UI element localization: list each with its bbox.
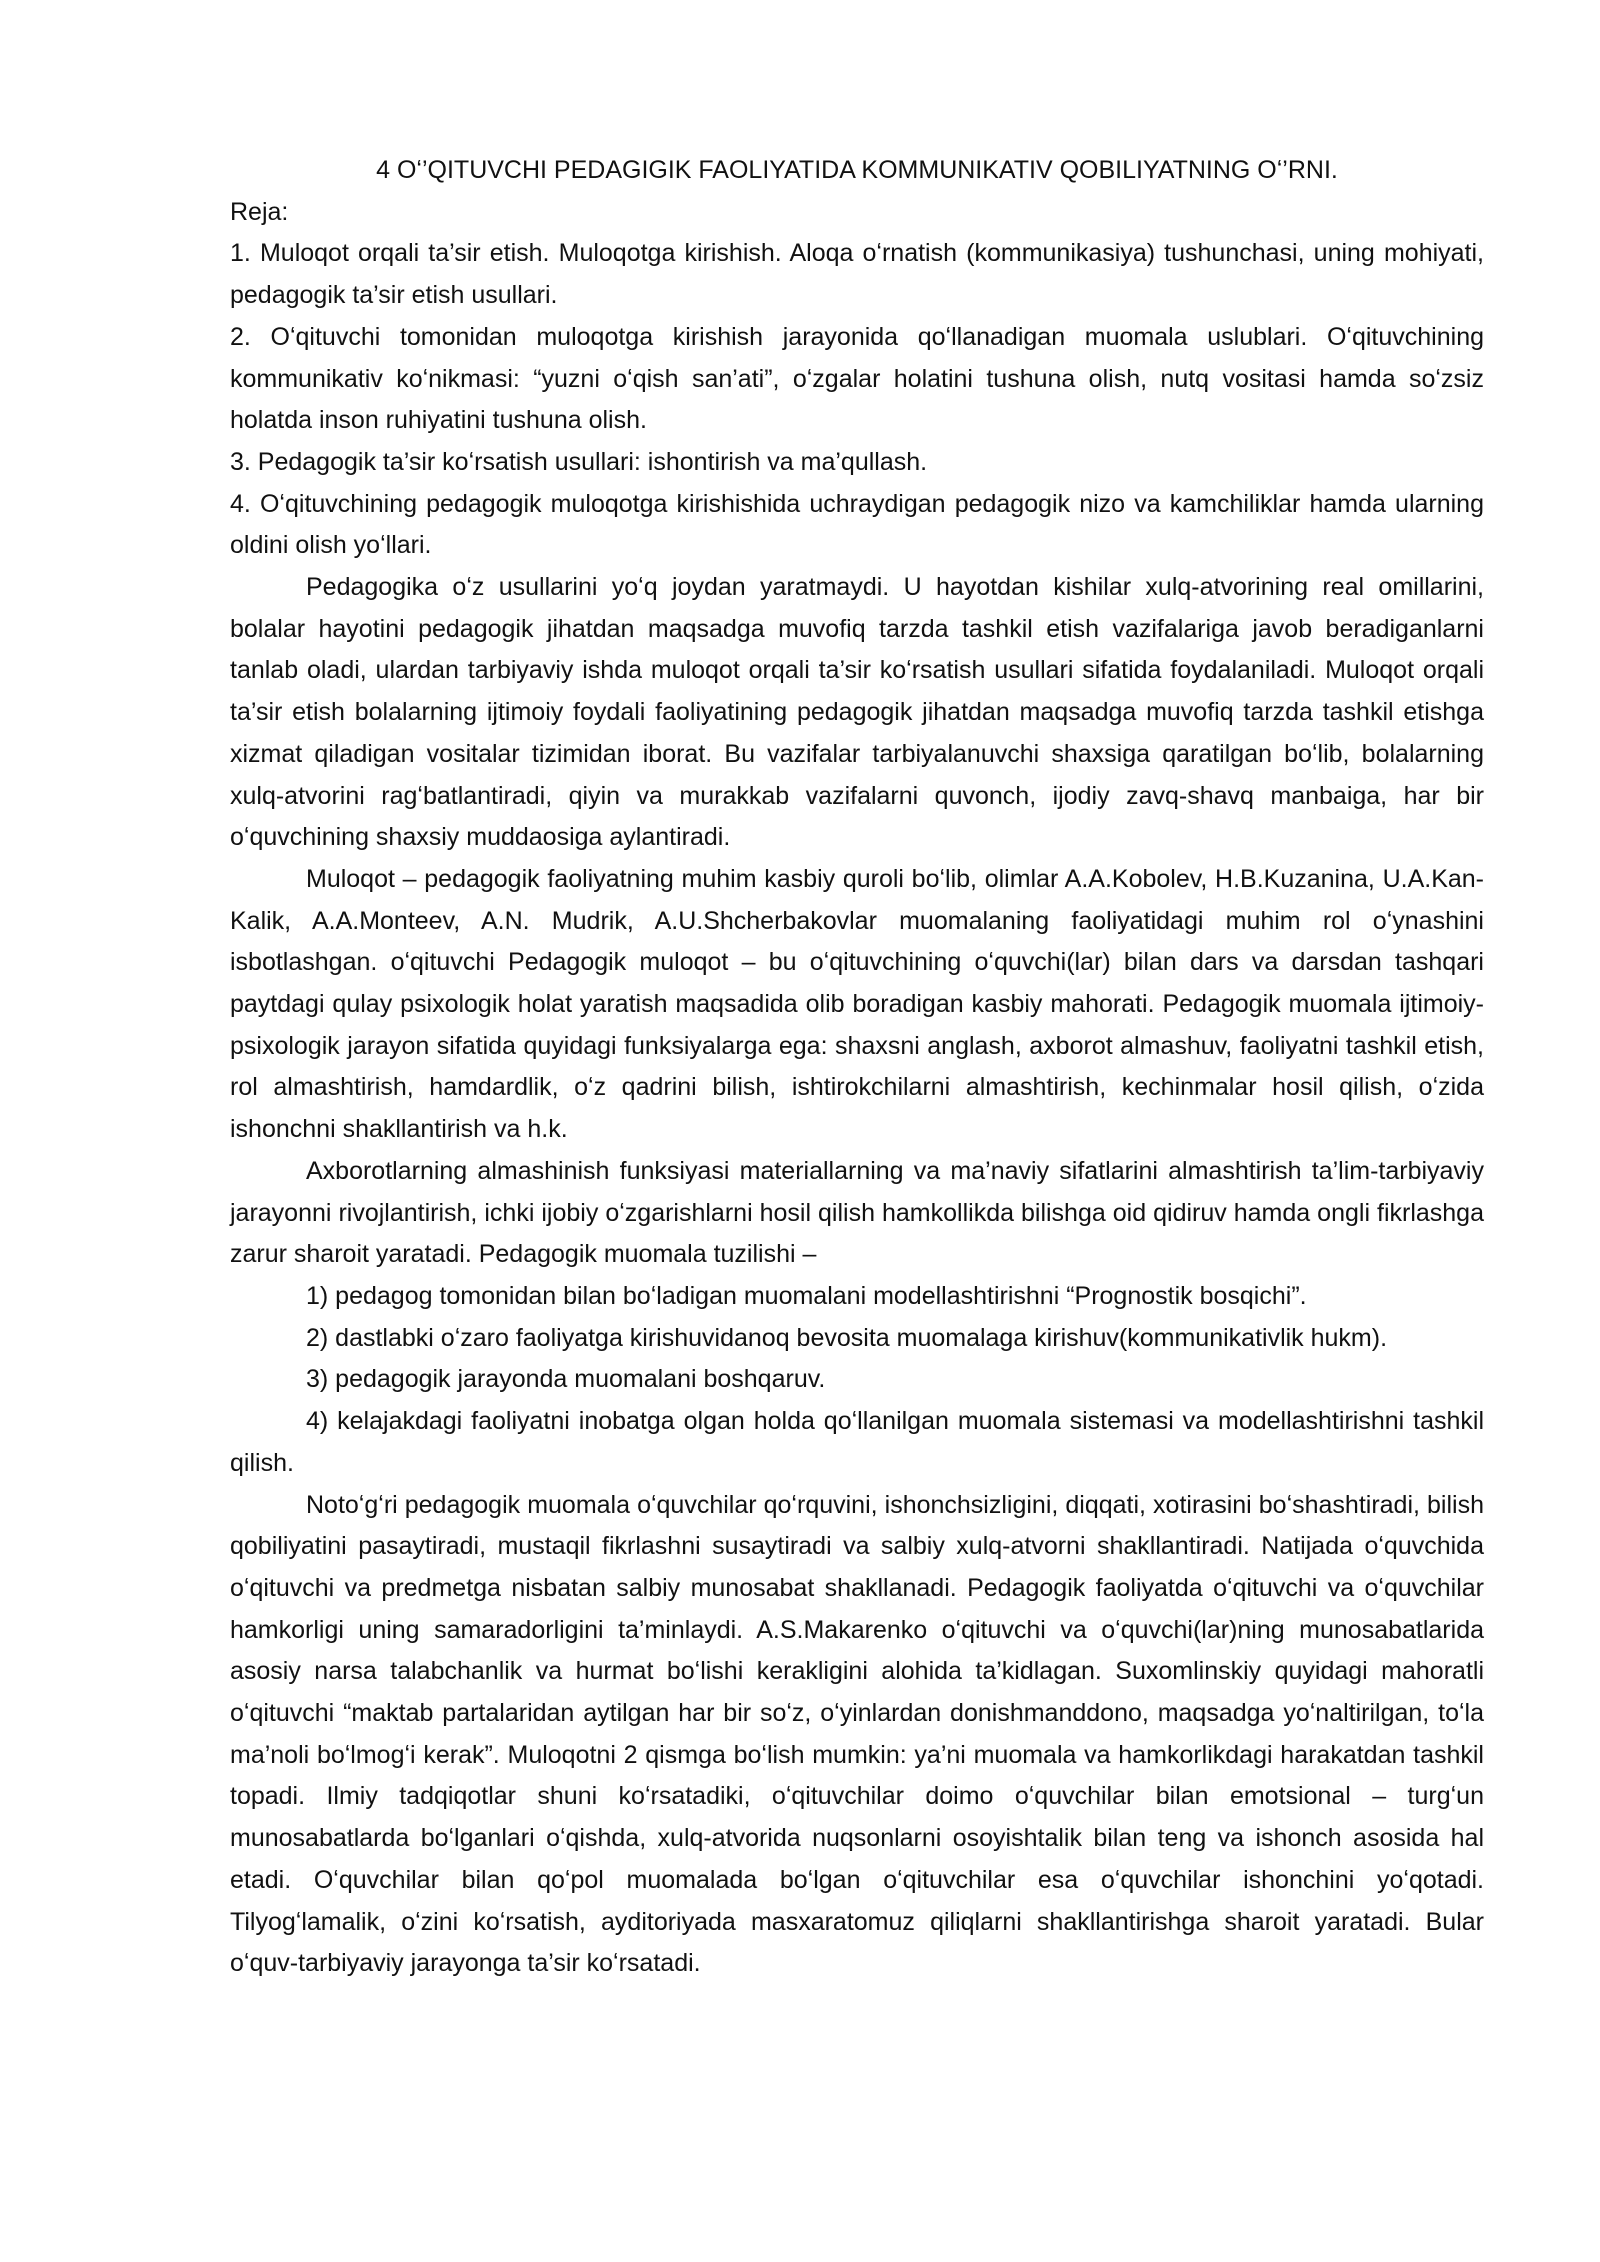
plan-item-3: 3. Pedagogik ta’sir koʻrsatish usullari: ishontirish va ma’qullash. xyxy=(230,447,928,476)
plan-item-2: 2. Oʻqituvchi tomonidan muloqotga kirishish jarayonida qoʻllanadigan muomala uslublari. Oʻqituvchining kommunikativ koʻnikmasi: “yuzni oʻqish san’ati”, oʻzgalar holatini tushuna olish, nutq vositasi hamda soʻzsiz holatda inson ruhiyatini tushuna olish. xyxy=(230,322,1484,435)
plan-label: Reja: xyxy=(230,197,289,226)
document-body xyxy=(230,150,1484,1985)
structure-step-2: 2) dastlabki oʻzaro faoliyatga kirishuvidanoq bevosita muomalaga kirishuv(kommunikativlik hukm). xyxy=(306,1323,1388,1352)
plan-item-4: 4. Oʻqituvchining pedagogik muloqotga kirishishida uchraydigan pedagogik nizo va kamchiliklar hamda ularning oldini olish yoʻllari. xyxy=(230,489,1484,560)
plan-item-1: 1. Muloqot orqali ta’sir etish. Muloqotga kirishish. Aloqa oʻrnatish (kommunikasiya) tushunchasi, uning mohiyati, pedagogik ta’sir etish usullari. xyxy=(230,239,1484,310)
structure-step-3: 3) pedagogik jarayonda muomalani boshqaruv. xyxy=(306,1365,826,1394)
paragraph-1: Pedagogika oʻz usullarini yoʻq joydan yaratmaydi. U hayotdan kishilar xulq-atvorining real omillarini, bolalar hayotini pedagogik jihatdan maqsadga muvofiq tarzda tashkil etish vazifalariga javob beradiganlarni tanlab oladi, ulardan tarbiyaviy ishda muloqot orqali ta’sir koʻrsatish usullari sifatida foydalaniladi. Muloqot orqali ta’sir etish bolalarning ijtimoiy foydali faoliyatining pedagogik jihatdan maqsadga muvofiq tarzda tashkil etishga xizmat qiladigan vositalar tizimidan iborat. Bu vazifalar tarbiyalanuvchi shaxsiga qaratilgan boʻlib, bolalarning xulq-atvorini ragʻbatlantiradi, qiyin va murakkab vazifalarni quvonch, ijodiy zavq-shavq manbaiga, har bir oʻquvchining shaxsiy muddaosiga aylantiradi. xyxy=(230,573,1484,852)
paragraph-2: Muloqot – pedagogik faoliyatning muhim kasbiy quroli boʻlib, olimlar A.A.Kobolev, H.B.Kuzanina, U.A.Kan-Kalik, A.A.Monteev, A.N. Mudrik, A.U.Shcherbakovlar muomalaning faoliyatidagi muhim rol oʻynashini isbotlashgan. oʻqituvchi Pedagogik muloqot – bu oʻqituvchining oʻquvchi(lar) bilan dars va darsdan tashqari paytdagi qulay psixologik holat yaratish maqsadida olib boradigan kasbiy mahorati. Pedagogik muomala ijtimoiy-psixologik jarayon sifatida quyidagi funksiyalarga ega: shaxsni anglash, axborot almashuv, faoliyatni tashkil etish, rol almashtirish, hamdardlik, oʻz qadrini bilish, ishtirokchilarni almashtirish, kechinmalar hosil qilish, oʻzida ishonchni shakllantirish va h.k. xyxy=(230,864,1484,1144)
structure-step-4: 4) kelajakdagi faoliyatni inobatga olgan holda qoʻllanilgan muomala sistemasi va modellashtirishni tashkil qilish. xyxy=(230,1407,1484,1477)
paragraph-4: Notoʻgʻri pedagogik muomala oʻquvchilar qoʻrquvini, ishonchsizligini, diqqati, xotirasini boʻshashtiradi, bilish qobiliyatini pasaytiradi, mustaqil fikrlashni susaytiradi va salbiy xulq-atvorni shakllantiradi. Natijada oʻquvchida oʻqituvchi va predmetga nisbatan salbiy munosabat shakllanadi. Pedagogik faoliyatda oʻqituvchi va oʻquvchilar hamkorligi uning samaradorligini ta’minlaydi. A.S.Makarenko oʻqituvchi va oʻquvchi(lar)ning munosabatlarida asosiy narsa talabchanlik va hurmat boʻlishi kerakligini alohida ta’kidlagan. Suxomlinskiy quyidagi mahoratli oʻqituvchi “maktab partalaridan aytilgan har bir soʻz, oʻyinlardan donishmanddono, maqsadga yoʻnaltirilgan, toʻla ma’noli boʻlmogʻi kerak”. Muloqotni 2 qismga boʻlish mumkin: ya’ni muomala va hamkorlikdagi harakatdan tashkil topadi. Ilmiy tadqiqotlar shuni koʻrsatadiki, oʻqituvchilar doimo oʻquvchilar bilan emotsional – turgʻun munosabatlarda boʻlganlari oʻqishda, xulq-atvorida nuqsonlarni osoyishtalik bilan teng va ishonch asosida hal etadi. Oʻquvchilar bilan qoʻpol muomalada boʻlgan oʻqituvchilar esa oʻquvchilar ishonchini yoʻqotadi. Tilyogʻlamalik, oʻzini koʻrsatish, ayditoriyada masxaratomuz qiliqlarni shakllantirishga sharoit yaratadi. Bular oʻquv-tarbiyaviy jarayonga ta’sir koʻrsatadi. xyxy=(230,1490,1484,1978)
document-title: 4 Oʻ’QITUVCHI PEDAGIGIK FAOLIYATIDA KOMMUNIKATIV QOBILIYATNING Oʻ’RNI. xyxy=(376,156,1338,184)
paragraph-3: Axborotlarning almashinish funksiyasi materiallarning va ma’naviy sifatlarini almashtirish ta’lim-tarbiyaviy jarayonni rivojlantirish, ichki ijobiy oʻzgarishlarni hosil qilish hamkollikda bilishga oid qidiruv hamda ongli fikrlashga zarur sharoit yaratadi. Pedagogik muomala tuzilishi – xyxy=(230,1156,1484,1269)
structure-step-1: 1) pedagog tomonidan bilan boʻladigan muomalani modellashtirishni “Prognostik bosqichi”. xyxy=(306,1281,1307,1310)
